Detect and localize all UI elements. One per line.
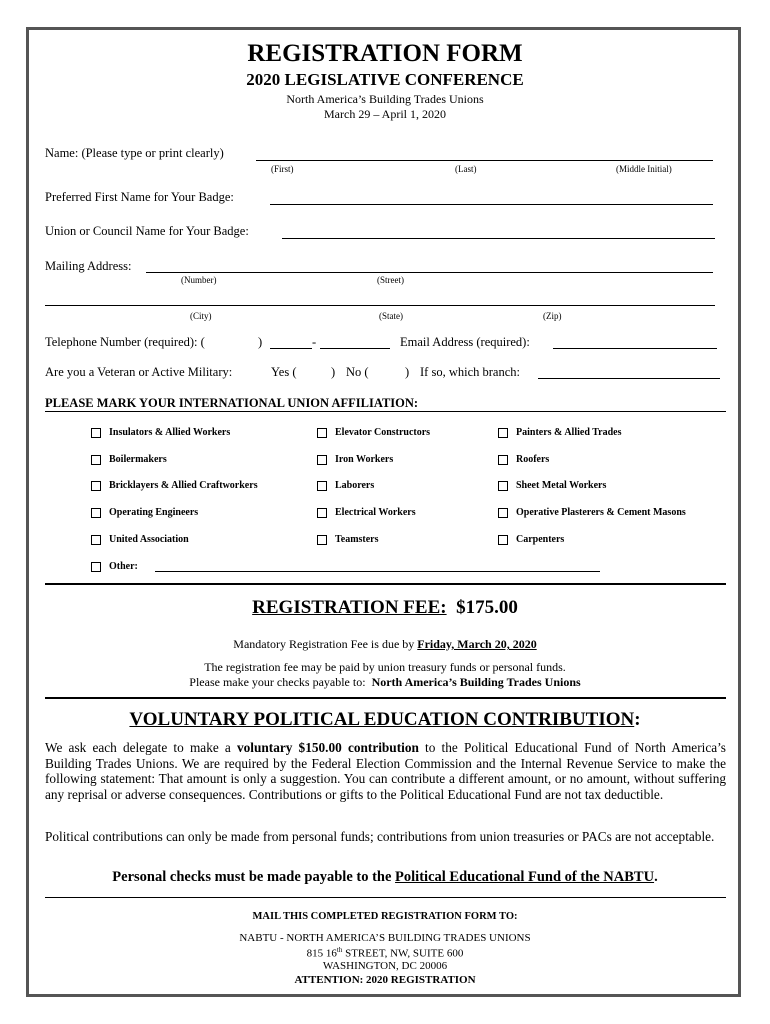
checkbox-icon [91,562,101,572]
union-label: Operating Engineers [109,507,199,518]
name-label: Name: (Please type or print clearly) [45,146,224,160]
phone-paren: ) [258,335,263,349]
union-checkbox[interactable] [91,534,189,545]
fee-payment-text: The registration fee may be paid by union treasury funds or personal funds. [204,660,566,674]
checkbox-icon [91,428,101,438]
union-checkbox[interactable] [317,454,393,465]
section-divider [45,697,726,699]
fee-heading-row [0,597,770,619]
city-caption: (City) [190,311,212,321]
name-middle-initial-caption: (Middle Initial) [616,164,672,174]
section-divider [45,897,726,898]
form-title: REGISTRATION FORM [247,40,523,67]
number-caption: (Number) [181,275,217,285]
phone-label: Telephone Number (required): ( [45,335,205,349]
badge-name-field[interactable] [270,204,713,205]
union-label: Painters & Allied Trades [516,427,622,438]
branch-field[interactable] [538,378,720,379]
union-checkbox[interactable] [91,427,230,438]
union-checkbox[interactable] [498,507,686,518]
p1-text-b: to the Political Educational Fund of North America’s Building Trades Unions. We are required by the Federal Election Commission and the Internal Revenue Service to make the following statement: That amount is only a suggestion. You can contribute a different amount, or no amount, without suffering any reprisal or adverse consequences. Contributions or gifts to the Political Educational Fund are not tax deductible. [45,740,726,802]
street-caption: (Street) [377,275,404,285]
contribution-heading-colon: : [634,709,641,730]
checkbox-icon [317,428,327,438]
form-subtitle: 2020 LEGISLATIVE CONFERENCE [246,70,524,89]
badge-name-label: Preferred First Name for Your Badge: [45,190,234,204]
union-label: Teamsters [335,534,379,545]
union-label: United Association [109,534,189,545]
fee-payable-to: North America’s Building Trades Unions [371,675,581,689]
affiliation-rule [45,411,726,412]
checkbox-icon [317,535,327,545]
p1-bold: voluntary $150.00 contribution [236,740,419,755]
union-checkbox[interactable] [317,480,374,491]
union-label: Iron Workers [335,454,394,465]
contribution-paragraph-1 [45,740,726,802]
checkbox-icon [91,481,101,491]
mailing-address-street-field[interactable] [146,272,713,273]
other-union-checkbox[interactable] [91,561,138,572]
union-checkbox[interactable] [498,534,564,545]
checkbox-icon [498,481,508,491]
other-label: Other: [109,561,138,572]
zip-caption: (Zip) [543,311,562,321]
checkbox-icon [498,508,508,518]
fee-heading: REGISTRATION FEE: [252,597,447,618]
checkbox-icon [91,455,101,465]
name-field[interactable] [256,160,713,161]
checkbox-icon [498,455,508,465]
union-checkbox[interactable] [317,507,416,518]
mailing-address-city-field[interactable] [45,305,715,306]
branch-label: If so, which branch: [420,365,520,379]
phone-dash: - [312,335,317,349]
union-label: Bricklayers & Allied Craftworkers [109,480,258,491]
union-label: Operative Plasterers & Cement Masons [516,507,686,518]
p1-text-a: We ask each delegate to make a [45,740,231,755]
mail-line-1: NABTU - NORTH AMERICA’S BUILDING TRADES UNIONS [239,932,531,944]
mail-address-sup: th [336,946,343,954]
checks-payee: Political Educational Fund of the NABTU [395,869,655,885]
union-label: Elevator Constructors [335,427,431,438]
phone-line-field[interactable] [320,348,390,349]
checkbox-icon [91,535,101,545]
union-checkbox[interactable] [498,454,549,465]
fee-amount: $175.00 [456,597,518,618]
mail-attention: ATTENTION: 2020 REGISTRATION [294,974,476,986]
checkbox-icon [498,535,508,545]
veteran-yes-close: ) [331,365,336,379]
union-label: Electrical Workers [335,507,416,518]
mail-heading: MAIL THIS COMPLETED REGISTRATION FORM TO: [252,911,518,922]
fee-due-row [0,637,770,652]
veteran-label: Are you a Veteran or Active Military: [45,365,233,379]
mailing-address-label: Mailing Address: [45,259,132,273]
fee-due-text: Mandatory Registration Fee is due by [233,637,415,651]
mail-line-3: WASHINGTON, DC 20006 [322,960,448,972]
union-label: Laborers [335,480,375,491]
fee-payable-row [0,675,770,690]
name-last-caption: (Last) [455,164,477,174]
union-checkbox[interactable] [317,534,379,545]
union-label: Carpenters [516,534,565,545]
veteran-yes-option[interactable]: Yes ( [271,365,297,379]
union-checkbox[interactable] [91,454,167,465]
union-label: Roofers [516,454,550,465]
contribution-heading: VOLUNTARY POLITICAL EDUCATION CONTRIBUTION [129,709,635,730]
section-divider [45,583,726,585]
checks-text: Personal checks must be made payable to the [112,869,392,885]
mail-address-row [0,946,770,960]
mail-address-number: 815 16 [306,947,337,960]
union-checkbox[interactable] [317,427,430,438]
union-label: Insulators & Allied Workers [109,427,231,438]
union-checkbox[interactable] [498,480,606,491]
checkbox-icon [317,455,327,465]
email-field[interactable] [553,348,717,349]
veteran-no-option[interactable]: No ( [346,365,369,379]
union-checkbox[interactable] [498,427,621,438]
union-label: Boilermakers [109,454,167,465]
checks-payable-row [0,869,770,886]
checkbox-icon [317,508,327,518]
union-name-label: Union or Council Name for Your Badge: [45,224,249,238]
contribution-heading-row [0,709,770,731]
checkbox-icon [498,428,508,438]
affiliation-heading: PLEASE MARK YOUR INTERNATIONAL UNION AFFILIATION: [45,396,419,410]
contribution-paragraph-2: Political contributions can only be made from personal funds; contributions from union treasuries or PACs are not acceptable. [45,829,715,844]
state-caption: (State) [379,311,403,321]
other-union-field[interactable] [155,571,600,572]
phone-prefix-field[interactable] [270,348,312,349]
fee-payable-text: Please make your checks payable to: [189,675,366,689]
veteran-no-close: ) [405,365,410,379]
checks-period: . [654,869,658,885]
name-first-caption: (First) [271,164,294,174]
fee-due-date: Friday, March 20, 2020 [417,637,537,651]
union-name-field[interactable] [282,238,715,239]
organization-name: North America’s Building Trades Unions [286,92,484,106]
checkbox-icon [91,508,101,518]
conference-dates: March 29 – April 1, 2020 [324,107,446,121]
union-checkbox[interactable] [91,507,198,518]
mail-address-rest: STREET, NW, SUITE 600 [342,947,464,960]
union-label: Sheet Metal Workers [516,480,607,491]
checkbox-icon [317,481,327,491]
union-checkbox[interactable] [91,480,258,491]
email-label: Email Address (required): [400,335,530,349]
